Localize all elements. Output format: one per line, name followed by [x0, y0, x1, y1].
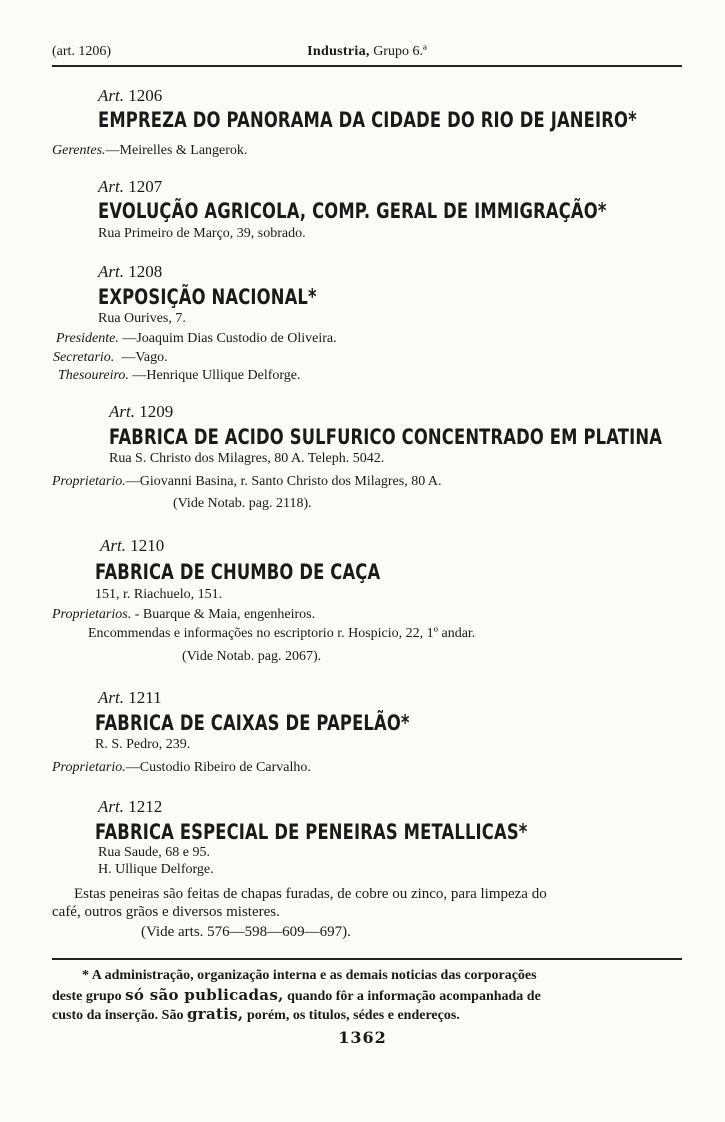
- art-num: 1212: [128, 797, 163, 816]
- entry-line: Encommendas e informações no escriptorio r. Hospicio, 22, 1º andar.: [88, 626, 476, 641]
- role-label: Gerentes.: [52, 143, 106, 158]
- entry-line: Estas peneiras são feitas de chapas furadas, de cobre ou zinco, para limpeza do: [74, 886, 547, 902]
- art-label: Art.: [98, 797, 124, 816]
- role-label: Presidente.: [56, 331, 119, 346]
- role-label: Proprietarios.: [52, 607, 132, 622]
- art-num: 1207: [128, 177, 163, 196]
- article-number: [98, 262, 162, 282]
- art-label: Art.: [109, 402, 135, 421]
- entry-line: Rua S. Christo dos Milagres, 80 A. Teleph. 5042.: [109, 451, 385, 466]
- article-number: [100, 536, 164, 556]
- entry-title: FABRICA ESPECIAL DE PENEIRAS METALLICAS*: [95, 820, 528, 844]
- article-number: [98, 177, 162, 197]
- line-text: —Joaquim Dias Custodio de Oliveira.: [122, 331, 337, 346]
- header-group: Grupo 6.ª: [373, 44, 427, 59]
- art-num: 1208: [128, 262, 163, 281]
- entry-line: (Vide Notab. pag. 2118).: [173, 496, 312, 511]
- footnote-text: deste grupo: [52, 989, 122, 1004]
- entry-line: Rua Primeiro de Março, 39, sobrado.: [98, 226, 306, 241]
- entry-line: (Vide Notab. pag. 2067).: [182, 649, 322, 664]
- running-header: [52, 44, 682, 64]
- art-num: 1210: [130, 536, 165, 555]
- article-number: [98, 86, 162, 106]
- header-rule: [52, 65, 682, 67]
- line-text: —Henrique Ullique Delforge.: [132, 368, 301, 383]
- entry-line: H. Ullique Delforge.: [98, 862, 214, 877]
- art-label: Art.: [98, 262, 124, 281]
- art-label: Art.: [98, 86, 124, 105]
- entry-line: café, outros grãos e diversos misteres.: [52, 904, 280, 920]
- entry-line: [52, 607, 315, 623]
- art-num: 1206: [128, 86, 163, 105]
- entry-title: FABRICA DE CAIXAS DE PAPELÃO*: [95, 711, 410, 735]
- entry-line: [52, 143, 247, 159]
- line-text: —Vago.: [121, 350, 168, 365]
- footnote-text: quando fôr a informação acompanhada de: [287, 989, 541, 1004]
- entry-line: Rua Saude, 68 e 95.: [98, 845, 210, 860]
- entry-line: [56, 331, 337, 347]
- role-label: Thesoureiro.: [58, 368, 129, 383]
- header-article-ref: (art. 1206): [52, 44, 112, 59]
- line-text: —Custodio Ribeiro de Carvalho.: [125, 760, 311, 775]
- header-title: [52, 44, 682, 60]
- footnote-line-3: [52, 1004, 684, 1026]
- role-label: Secretario.: [53, 350, 115, 365]
- line-text: —Meirelles & Langerok.: [105, 143, 248, 158]
- entry-line: Rua Ourives, 7.: [98, 311, 186, 326]
- art-num: 1211: [128, 688, 162, 707]
- article-number: [98, 688, 162, 708]
- footnote-emphasis: gratis,: [186, 1005, 244, 1023]
- footnote-text: porém, os titulos, sédes e endereços.: [246, 1008, 460, 1023]
- entry-title: EVOLUÇÃO AGRICOLA, COMP. GERAL DE IMMIGRAÇÃO*: [98, 199, 607, 223]
- footnote-rule: [52, 958, 682, 960]
- entry-line: [52, 474, 442, 490]
- entry-title: FABRICA DE ACIDO SULFURICO CONCENTRADO EM PLATINA: [109, 425, 663, 449]
- line-text: —Giovanni Basina, r. Santo Christo dos Milagres, 80 A.: [125, 474, 442, 489]
- entry-title: FABRICA DE CHUMBO DE CAÇA: [95, 560, 381, 584]
- entry-line: [58, 368, 301, 384]
- page-number: 1362: [338, 1028, 387, 1047]
- line-text: - Buarque & Maia, engenheiros.: [134, 607, 316, 622]
- role-label: Proprietario.: [52, 474, 126, 489]
- entry-line: (Vide arts. 576—598—609—697).: [141, 924, 351, 940]
- footnote-line-1: * A administração, organização interna e as demais noticias das corporações: [82, 968, 537, 983]
- role-label: Proprietario.: [52, 760, 126, 775]
- art-label: Art.: [98, 177, 124, 196]
- entry-line: R. S. Pedro, 239.: [95, 737, 191, 752]
- footnote-text: custo da inserção. São: [52, 1008, 184, 1023]
- article-number: [109, 402, 173, 422]
- entry-title: EXPOSIÇÃO NACIONAL*: [98, 285, 317, 309]
- article-number: [98, 797, 162, 817]
- entry-line: 151, r. Riachuelo, 151.: [95, 587, 223, 602]
- entry-line: [53, 350, 168, 366]
- art-label: Art.: [98, 688, 124, 707]
- entry-line: [52, 760, 311, 776]
- header-section: Industria,: [307, 44, 370, 59]
- art-label: Art.: [100, 536, 126, 555]
- art-num: 1209: [139, 402, 174, 421]
- footnote-emphasis: só são publicadas,: [125, 986, 284, 1004]
- entry-title: EMPREZA DO PANORAMA DA CIDADE DO RIO DE JANEIRO*: [98, 108, 637, 132]
